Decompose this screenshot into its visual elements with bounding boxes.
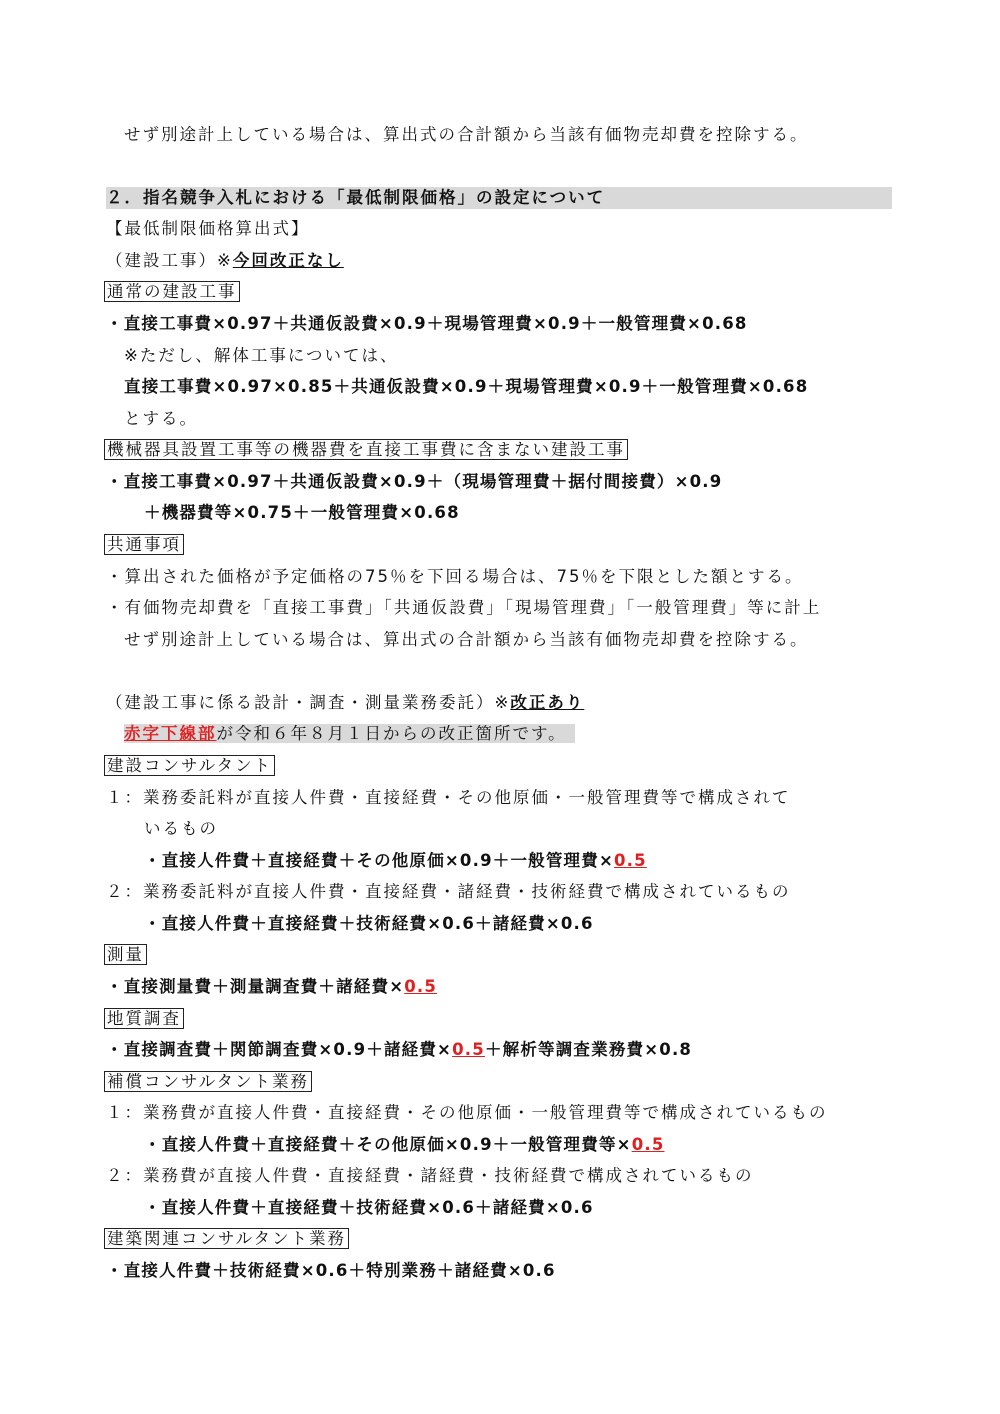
red-underline-label: 赤字下線部 xyxy=(124,724,217,743)
section-heading: ２．指名競争入札における「最低制限価格」の設定について xyxy=(106,187,892,209)
notice-text: が令和６年８月１日からの改正箇所です。 xyxy=(216,724,567,743)
text-line: いるもの xyxy=(144,819,218,838)
text-line: ・算出された価格が予定価格の75％を下回る場合は、75％を下限とした額とする。 xyxy=(106,567,804,586)
boxed-label: 通常の建設工事 xyxy=(104,281,240,302)
formula-text: ＋解析等調査業務費×0.8 xyxy=(484,1040,693,1059)
revised-value: 0.5 xyxy=(613,851,647,870)
boxed-label-wrap xyxy=(104,944,147,966)
formula-line xyxy=(106,976,437,998)
text-line: ※ただし、解体工事については、 xyxy=(124,346,399,365)
formula-line: ・直接工事費×0.97＋共通仮設費×0.9＋（現場管理費＋据付間接費）×0.9 xyxy=(106,472,723,491)
no-revision-note: 今回改正なし xyxy=(232,251,344,270)
boxed-label-wrap xyxy=(104,1228,349,1250)
boxed-label-wrap xyxy=(104,534,184,556)
category-label: （建設工事）※ xyxy=(106,251,233,270)
text-line: １：業務委託料が直接人件費・直接経費・その他原価・一般管理費等で構成されて xyxy=(106,788,791,807)
subheading: 【最低制限価格算出式】 xyxy=(106,219,310,238)
formula-line xyxy=(106,1039,692,1061)
formula-line xyxy=(144,850,647,872)
revision-notice xyxy=(124,723,575,745)
boxed-label: 測量 xyxy=(104,944,147,965)
boxed-label: 地質調査 xyxy=(104,1008,184,1029)
text-line: ２：業務費が直接人件費・直接経費・諸経費・技術経費で構成されているもの xyxy=(106,1166,754,1185)
boxed-label-wrap xyxy=(104,439,628,461)
boxed-label: 建設コンサルタント xyxy=(104,755,275,776)
formula-text: ・直接測量費＋測量調査費＋諸経費× xyxy=(106,977,405,996)
revised-value: 0.5 xyxy=(404,977,438,996)
boxed-label-wrap xyxy=(104,1071,312,1093)
revision-note: 改正あり xyxy=(510,693,585,712)
text-line: ２：業務委託料が直接人件費・直接経費・諸経費・技術経費で構成されているもの xyxy=(106,882,791,901)
boxed-label-wrap xyxy=(104,1008,184,1030)
formula-text: ・直接人件費＋直接経費＋その他原価×0.9＋一般管理費等× xyxy=(144,1135,632,1154)
category-line xyxy=(106,692,584,714)
text-line: せず別途計上している場合は、算出式の合計額から当該有価物売却費を控除する。 xyxy=(124,630,809,649)
formula-line: 直接工事費×0.97×0.85＋共通仮設費×0.9＋現場管理費×0.9＋一般管理費×0.68 xyxy=(124,377,809,396)
formula-line: ・直接人件費＋直接経費＋技術経費×0.6＋諸経費×0.6 xyxy=(144,914,594,933)
formula-line: ＋機器費等×0.75＋一般管理費×0.68 xyxy=(144,503,460,522)
boxed-label: 機械器具設置工事等の機器費を直接工事費に含まない建設工事 xyxy=(104,439,628,460)
revised-value: 0.5 xyxy=(452,1040,485,1059)
formula-line xyxy=(144,1134,665,1156)
text-line: １：業務費が直接人件費・直接経費・その他原価・一般管理費等で構成されているもの xyxy=(106,1103,828,1122)
boxed-label-wrap xyxy=(104,281,240,303)
formula-text: ・直接人件費＋直接経費＋その他原価×0.9＋一般管理費× xyxy=(144,851,614,870)
revised-value: 0.5 xyxy=(631,1135,665,1154)
text-line: せず別途計上している場合は、算出式の合計額から当該有価物売却費を控除する。 xyxy=(124,125,809,144)
boxed-label: 補償コンサルタント業務 xyxy=(104,1071,312,1092)
category-label: （建設工事に係る設計・調査・測量業務委託）※ xyxy=(106,693,511,712)
category-line xyxy=(106,250,344,272)
boxed-label: 共通事項 xyxy=(104,534,184,555)
boxed-label: 建築関連コンサルタント業務 xyxy=(104,1228,349,1249)
formula-line: ・直接工事費×0.97＋共通仮設費×0.9＋現場管理費×0.9＋一般管理費×0.68 xyxy=(106,314,748,333)
formula-text: ・直接調査費＋関節調査費×0.9＋諸経費× xyxy=(106,1040,453,1059)
formula-line: ・直接人件費＋直接経費＋技術経費×0.6＋諸経費×0.6 xyxy=(144,1198,594,1217)
text-line: ・有価物売却費を「直接工事費」「共通仮設費」「現場管理費」「一般管理費」等に計上 xyxy=(106,598,822,617)
boxed-label-wrap xyxy=(104,755,275,777)
formula-line: ・直接人件費＋技術経費×0.6＋特別業務＋諸経費×0.6 xyxy=(106,1261,556,1280)
text-line: とする。 xyxy=(124,409,198,428)
